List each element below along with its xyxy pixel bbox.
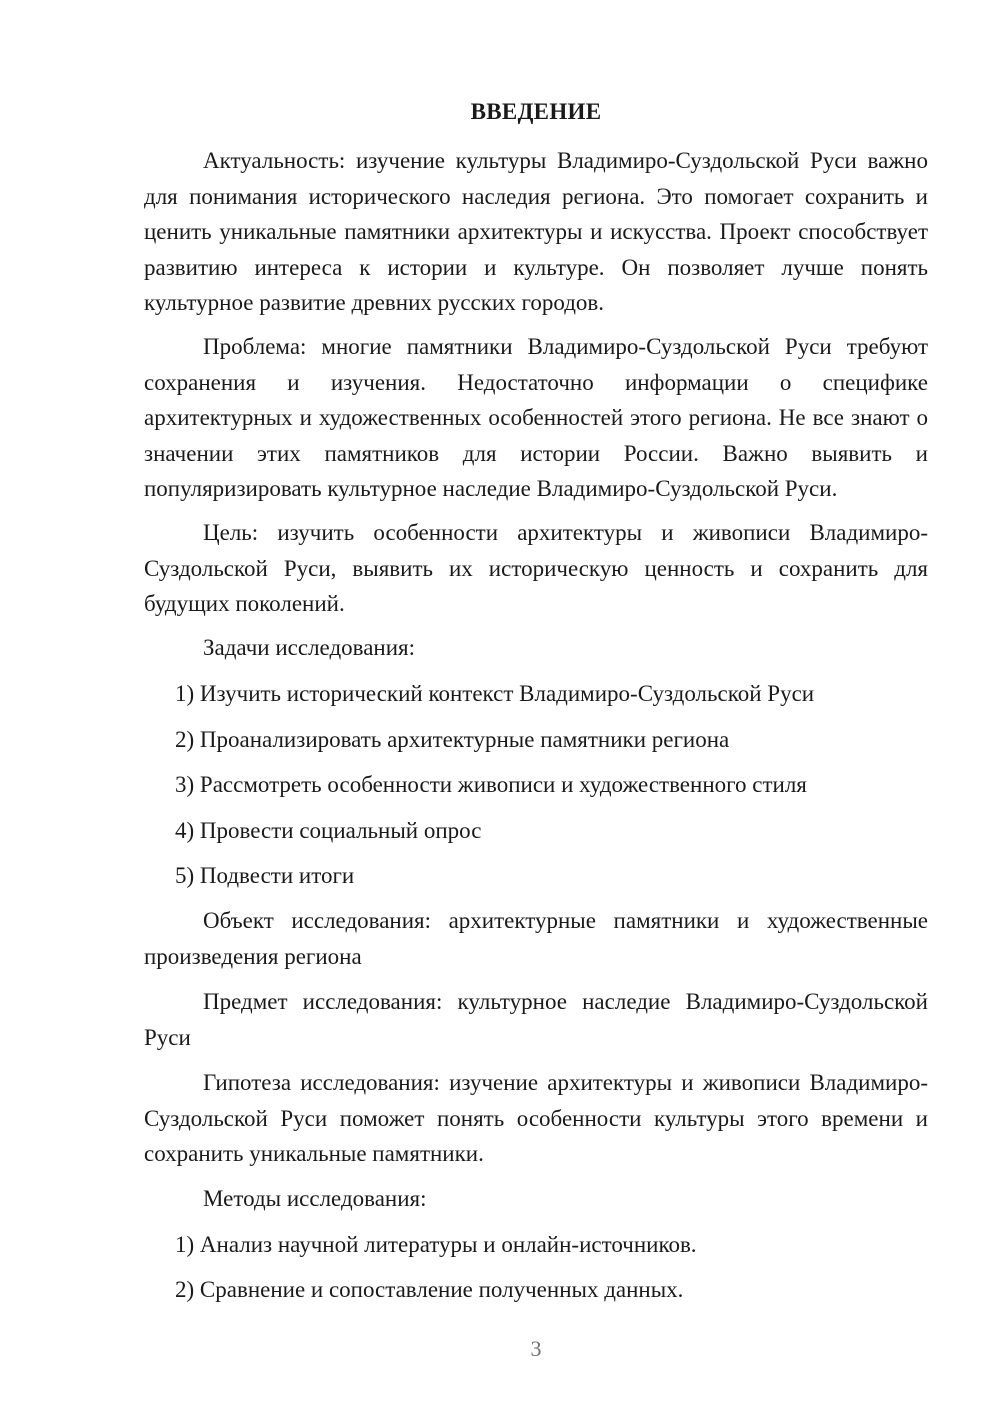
- subject-paragraph: Предмет исследования: культурное наследие Владимиро-Суздольской Руси: [144, 989, 928, 1050]
- methods-title: Методы исследования:: [203, 1186, 427, 1211]
- page-number: 3: [530, 1336, 542, 1361]
- relevance-paragraph: Актуальность: изучение культуры Владимиро-Суздольской Руси важно для понимания исторического наследия региона. Это помогает сохранить и ценить уникальные памятники архитектуры и искусства. Проект способствует развитию интереса к истории и культуре. Он позволяет лучше понять культурное развитие древних русских городов.: [144, 148, 928, 315]
- tasks-title: Задачи исследования:: [203, 635, 416, 660]
- method-item-1: 1) Анализ научной литературы и онлайн-источников.: [175, 1232, 697, 1257]
- object-paragraph: Объект исследования: архитектурные памятники и художественные произведения региона: [144, 908, 928, 969]
- hypothesis-paragraph: Гипотеза исследования: изучение архитектуры и живописи Владимиро-Суздольской Руси поможет понять особенности культуры этого времени и сохранить уникальные памятники.: [144, 1070, 928, 1166]
- task-item-1: 1) Изучить исторический контекст Владимиро-Суздольской Руси: [175, 681, 815, 706]
- task-item-5: 5) Подвести итоги: [175, 863, 355, 888]
- page-title: ВВЕДЕНИЕ: [470, 99, 602, 124]
- task-item-4: 4) Провести социальный опрос: [175, 818, 482, 843]
- task-item-3: 3) Рассмотреть особенности живописи и художественного стиля: [175, 772, 807, 797]
- problem-paragraph: Проблема: многие памятники Владимиро-Суздольской Руси требуют сохранения и изучения. Недостаточно информации о специфике архитектурных и художественных особенностей этого региона. Не все знают о значении этих памятников для истории России. Важно выявить и популяризировать культурное наследие Владимиро-Суздольской Руси.: [144, 334, 928, 501]
- method-item-2: 2) Сравнение и сопоставление полученных данных.: [175, 1277, 684, 1302]
- task-item-2: 2) Проанализировать архитектурные памятники региона: [175, 727, 730, 752]
- goal-paragraph: Цель: изучить особенности архитектуры и живописи Владимиро-Суздольской Руси, выявить их историческую ценность и сохранить для будущих поколений.: [144, 520, 928, 616]
